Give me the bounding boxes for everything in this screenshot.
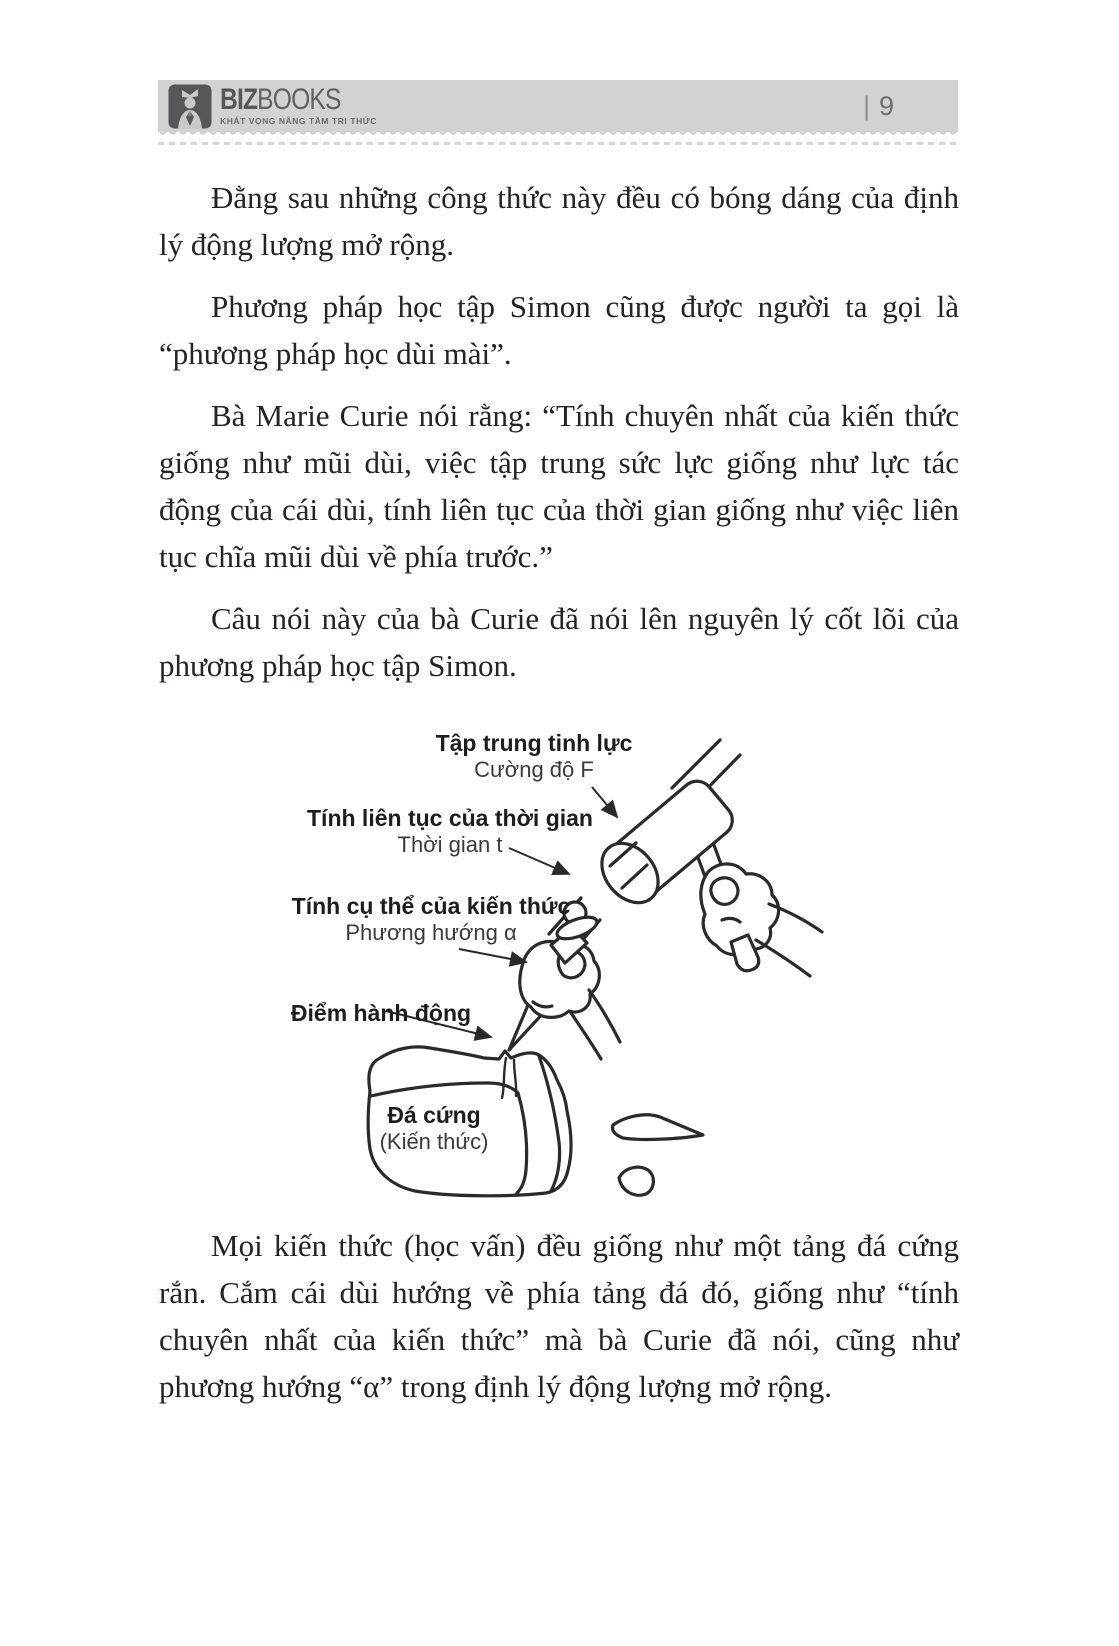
hammer-hand-thumb	[711, 878, 738, 905]
paragraph-3: Bà Marie Curie nói rằng: “Tính chuyên nhất của kiến thức giống như mũi dùi, việc tập trung sức lực giống như lực tác động của cái dùi, tính liên tục của thời gian giống như việc liên tục chĩa mũi dùi về phía trước.”	[159, 398, 959, 574]
rock-fragment	[619, 1167, 653, 1195]
brand-biz: BIZ	[220, 83, 258, 116]
paragraph-2: Phương pháp học tập Simon cũng được người ta gọi là “phương pháp học dùi mài”.	[159, 289, 959, 371]
label-force	[436, 730, 633, 783]
label-time	[307, 805, 593, 858]
page-number	[863, 80, 894, 132]
arm-line	[571, 1013, 601, 1059]
arrow-direction	[459, 949, 526, 962]
perforation-edge	[158, 131, 958, 137]
page-number-separator: |	[862, 90, 870, 121]
page-number-value: 9	[878, 90, 894, 121]
label-force-subtitle: Cường độ F	[474, 757, 594, 782]
arrow-force	[592, 787, 617, 817]
paragraph-4: Câu nói này của bà Curie đã nói lên nguyên lý cốt lõi của phương pháp học tập Simon.	[159, 601, 959, 683]
brand-books: BOOKS	[257, 83, 341, 116]
label-direction-subtitle: Phương hướng α	[345, 920, 517, 945]
arm-line	[756, 940, 810, 976]
paragraph-5: Mọi kiến thức (học vấn) đều giống như một tảng đá cứng rắn. Cắm cái dùi hướng về phía tảng đá đó, giống như “tính chuyên nhất của kiến thức” mà bà Curie đã nói, cũng như phương hướng “α” trong định lý động lượng mở rộng.	[159, 1228, 959, 1404]
label-action-point-title: Điểm hành động	[290, 1000, 472, 1026]
arm-line	[589, 990, 620, 1042]
brand-name	[220, 83, 349, 116]
awl-and-mallet-diagram	[270, 692, 830, 1208]
brand-tagline: KHÁT VỌNG NÂNG TẦM TRI THỨC	[220, 116, 377, 126]
label-rock-title: Đá cứng	[387, 1102, 481, 1128]
label-time-title: Tính liên tục của thời gian	[307, 805, 593, 831]
label-rock-subtitle: (Kiến thức)	[379, 1129, 489, 1154]
logo-text	[220, 83, 377, 126]
paragraph-1: Đằng sau những công thức này đều có bóng dáng của định lý động lượng mở rộng.	[159, 180, 959, 262]
bizbooks-logo-icon	[168, 84, 212, 129]
rock-fragment	[612, 1115, 703, 1140]
label-rock	[380, 1102, 489, 1155]
label-direction-title: Tính cụ thể của kiến thức	[291, 893, 571, 919]
label-time-subtitle: Thời gian t	[397, 832, 503, 857]
dotted-rule	[158, 142, 958, 145]
page-header	[158, 80, 958, 132]
label-force-title: Tập trung tinh lực	[435, 730, 633, 756]
label-direction	[292, 893, 571, 946]
body-text	[159, 174, 959, 704]
label-action-point	[291, 1000, 471, 1027]
bizbooks-logo	[168, 84, 377, 129]
